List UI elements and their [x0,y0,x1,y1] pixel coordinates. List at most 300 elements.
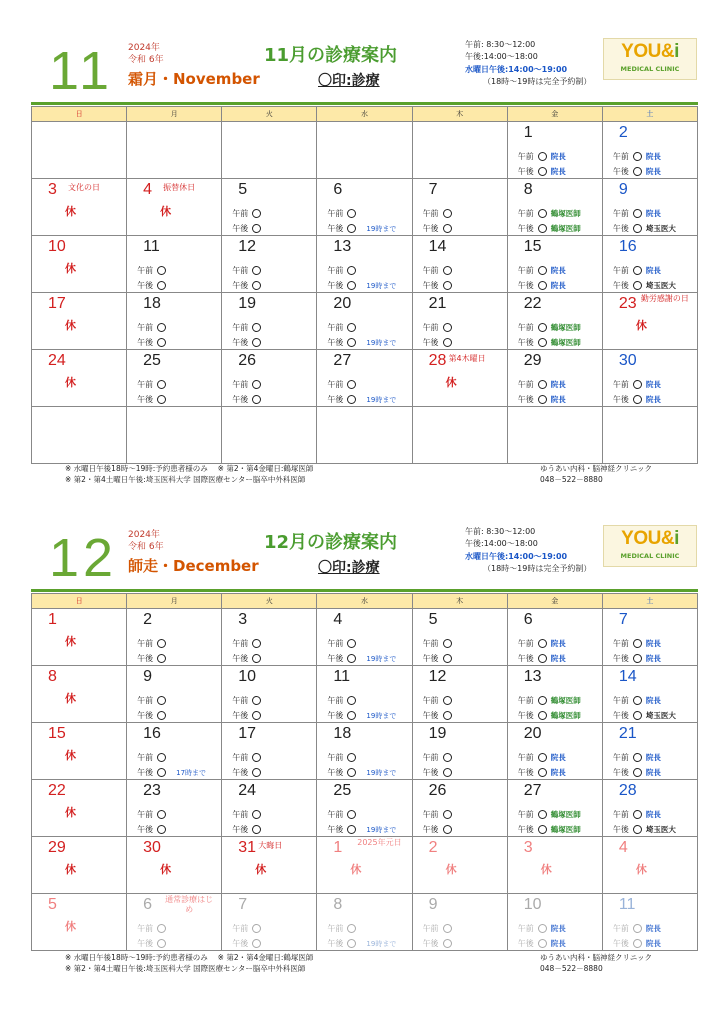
open-circle-icon [157,768,166,777]
session-label: 午前 [422,209,439,218]
doctor-name: 鶴塚医師 [550,338,581,347]
open-circle-icon [633,711,642,720]
doctor-name: 埼玉医大 [645,711,676,720]
morning-session [518,923,566,934]
morning-session [232,208,265,219]
calendar-day [507,723,602,780]
calendar-day [412,666,507,723]
open-circle-icon [443,266,452,275]
holiday-note: 文化の日 [68,183,100,192]
calendar-week [32,780,698,837]
clinic-hours [465,39,591,89]
hours-note: （18時～19時は完全予約制） [483,564,592,574]
clinic-logo [603,38,697,80]
calendar-day [32,780,127,837]
open-circle-icon [347,654,356,663]
weekday-header: 火 [222,107,317,122]
page-title: 11月の診療案内 [264,45,398,66]
calendar-day [412,293,507,350]
session-label: 午後 [327,768,344,777]
open-circle-icon [347,753,356,762]
open-circle-icon [538,395,547,404]
doctor-name: 院長 [550,924,566,933]
extended-hours-note: 19時まで [366,655,397,663]
day-number: 5 [428,611,438,628]
open-circle-icon [443,810,452,819]
open-circle-icon [347,395,356,404]
reiwa-label: 令和 6年 [128,542,164,552]
afternoon-session [518,767,566,778]
open-circle-icon [157,266,166,275]
morning-session [137,923,170,934]
open-circle-icon [252,768,261,777]
extended-hours-note: 19時まで [366,940,397,948]
afternoon-session [137,337,170,348]
morning-session [327,695,360,706]
afternoon-session [613,223,676,234]
open-circle-icon [538,167,547,176]
morning-session [232,322,265,333]
doctor-name: 院長 [645,152,661,161]
calendar-day [317,666,412,723]
open-circle-icon [633,810,642,819]
open-circle-icon [252,380,261,389]
doctor-name: 鶴塚医師 [550,810,581,819]
afternoon-session [327,280,396,291]
open-circle-icon [538,825,547,834]
calendar-day [317,407,412,464]
afternoon-session [327,710,396,721]
closed-label: 休 [65,262,76,275]
open-circle-icon [252,266,261,275]
footer-note-2: ※ 第2・第4土曜日午後:埼玉医科大学 国際医療センター脳卒中外科医師 [65,964,306,973]
session-label: 午後 [327,654,344,663]
footer-note-1: ※ 水曜日午後18時～19時:予約患者様のみ ※ 第2・第4金曜日:鶴塚医師 [65,953,314,962]
open-circle-icon [538,753,547,762]
morning-session [232,752,265,763]
calendar-day [317,236,412,293]
session-label: 午前 [612,209,629,218]
closed-label: 休 [65,749,76,762]
extended-hours-note: 19時まで [366,826,397,834]
clinic-logo [603,525,697,567]
open-circle-icon [252,711,261,720]
extended-hours-note: 19時まで [366,225,397,233]
calendar-day [507,293,602,350]
session-label: 午前 [232,639,249,648]
weekday-header: 火 [222,594,317,609]
open-circle-icon [538,338,547,347]
calendar-day [317,350,412,407]
open-circle-icon [443,768,452,777]
day-number: 23 [143,782,161,799]
calendar-day [507,609,602,666]
session-label: 午前 [232,924,249,933]
day-number: 1 [523,124,533,141]
calendar-day [222,837,317,894]
morning-session [518,322,581,333]
session-label: 午前 [612,639,629,648]
doctor-name: 院長 [645,395,661,404]
session-label: 午前 [422,323,439,332]
extended-hours-note: 19時まで [366,339,397,347]
open-circle-icon [538,224,547,233]
day-number: 25 [143,352,161,369]
calendar-day [412,236,507,293]
calendar-day [507,894,602,951]
session-label: 午前 [517,753,534,762]
session-label: 午後 [327,395,344,404]
hours-pm: 午後:14:00～18:00 [465,52,538,62]
calendar-day [127,723,222,780]
calendar-day [507,837,602,894]
open-circle-icon [633,266,642,275]
session-label: 午前 [137,380,154,389]
holiday-note: 勤労感謝の日 [640,294,689,303]
open-circle-icon [443,281,452,290]
hours-wed: 水曜日午後:14:00～19:00 [465,64,568,74]
open-circle-icon [633,224,642,233]
day-number: 22 [523,295,542,312]
calendar-day [32,723,127,780]
session-label: 午後 [517,395,534,404]
session-label: 午後 [422,224,439,233]
weekday-header: 水 [317,107,412,122]
open-circle-icon [157,711,166,720]
weekday-header: 木 [412,107,507,122]
session-label: 午後 [327,711,344,720]
open-circle-icon [538,768,547,777]
day-number: 10 [523,896,542,913]
calendar-day [127,780,222,837]
doctor-name: 院長 [645,167,661,176]
month-name: 霜月・November [128,70,260,88]
day-number: 26 [428,782,447,799]
footer-note-2: ※ 第2・第4土曜日午後:埼玉医科大学 国際医療センター脳卒中外科医師 [65,475,306,484]
morning-session [423,208,456,219]
doctor-name: 院長 [645,939,661,948]
open-circle-icon [347,323,356,332]
open-circle-icon [157,380,166,389]
afternoon-session [137,824,170,835]
session-label: 午後 [232,654,249,663]
clinic-hours [465,526,591,576]
calendar-day [127,666,222,723]
open-circle-icon [347,711,356,720]
calendar-day [127,407,222,464]
open-circle-icon [252,323,261,332]
session-label: 午後 [517,768,534,777]
calendar-day [222,609,317,666]
day-number: 5 [48,896,57,913]
open-circle-icon [633,696,642,705]
closed-label: 休 [445,376,457,389]
hours-am: 午前: 8:30～12:00 [465,40,536,49]
session-label: 午前 [327,209,344,218]
morning-session [613,695,661,706]
calendar-week [32,179,698,236]
day-number: 9 [428,896,438,913]
day-number: 6 [523,611,533,628]
calendar-day [507,407,602,464]
open-circle-icon [157,939,166,948]
session-label: 午後 [327,338,344,347]
session-label: 午後 [327,224,344,233]
open-circle-icon [538,810,547,819]
day-number: 11 [618,896,636,913]
calendar-day [602,780,697,837]
doctor-name: 院長 [550,167,566,176]
session-label: 午前 [232,753,249,762]
weekday-header: 金 [507,594,602,609]
morning-session [327,638,360,649]
session-label: 午後 [612,224,629,233]
session-label: 午前 [517,696,534,705]
calendar-day [602,350,697,407]
calendar-day [222,236,317,293]
open-circle-icon [443,924,452,933]
session-label: 午前 [327,323,344,332]
day-number: 7 [618,611,628,628]
session-label: 午前 [612,753,629,762]
session-label: 午後 [422,654,439,663]
doctor-name: 埼玉医大 [645,281,676,290]
calendar-day [32,236,127,293]
afternoon-session [518,394,566,405]
extended-hours-note: 19時まで [366,282,397,290]
morning-session [613,638,661,649]
afternoon-session [613,280,676,291]
session-label: 午後 [422,711,439,720]
open-circle-icon [347,209,356,218]
session-label: 午前 [327,810,344,819]
open-circle-icon [633,939,642,948]
month-name: 師走・December [128,557,259,575]
morning-session [518,208,581,219]
session-label: 午前 [137,924,154,933]
session-label: 午前 [327,266,344,275]
calendar-day [602,837,697,894]
session-label: 午前 [327,696,344,705]
calendar-day [412,122,507,179]
calendar-day [507,666,602,723]
calendar-day [507,122,602,179]
open-circle-icon [633,152,642,161]
morning-session [327,208,360,219]
session-label: 午前 [327,380,344,389]
doctor-name: 院長 [645,768,661,777]
open-circle-icon [538,711,547,720]
session-label: 午前 [137,323,154,332]
doctor-name: 院長 [550,380,566,389]
open-circle-icon [633,639,642,648]
morning-session [327,322,360,333]
session-label: 午後 [137,825,154,834]
session-label: 午後 [612,654,629,663]
calendar-grid [31,106,698,464]
morning-session [327,923,360,934]
day-number: 22 [48,782,66,799]
afternoon-session [327,938,396,949]
morning-session [423,265,456,276]
extended-hours-note: 17時まで [176,769,207,777]
morning-session [137,322,170,333]
afternoon-session [232,767,265,778]
extended-hours-note: 19時まで [366,769,397,777]
calendar-day [222,894,317,951]
session-label: 午前 [517,810,534,819]
day-number: 24 [48,352,66,369]
header-rule [31,102,698,105]
open-circle-icon [633,380,642,389]
calendar-day [317,723,412,780]
morning-session [327,265,360,276]
day-number: 8 [523,181,533,198]
session-label: 午前 [612,696,629,705]
open-circle-icon [157,810,166,819]
open-circle-icon [633,281,642,290]
calendar-week [32,122,698,179]
calendar-day [127,293,222,350]
afternoon-session [613,710,676,721]
session-label: 午後 [422,281,439,290]
open-circle-icon [347,639,356,648]
afternoon-session [327,337,396,348]
calendar-day [602,407,697,464]
open-circle-icon [252,654,261,663]
afternoon-session [137,710,170,721]
day-number: 7 [238,896,248,913]
morning-session [232,695,265,706]
open-circle-icon [347,338,356,347]
afternoon-session [518,223,581,234]
open-circle-icon [443,711,452,720]
calendar-day [317,894,412,951]
day-number: 21 [618,725,637,742]
open-circle-icon [538,380,547,389]
doctor-name: 院長 [550,266,566,275]
open-circle-icon [252,639,261,648]
open-circle-icon [443,939,452,948]
footer-phone: 048－522－8880 [540,964,603,973]
session-label: 午前 [422,696,439,705]
session-label: 午後 [612,768,629,777]
day-number: 7 [428,181,438,198]
calendar-day [412,350,507,407]
afternoon-session [423,824,456,835]
afternoon-session [137,280,170,291]
closed-label: 休 [65,863,76,876]
afternoon-session [232,394,265,405]
day-number: 23 [618,295,637,312]
open-circle-icon [252,209,261,218]
morning-session [137,265,170,276]
day-number: 14 [428,238,447,255]
open-circle-icon [252,825,261,834]
weekday-header: 土 [602,594,697,609]
logo-subtitle: MEDICAL CLINIC [620,552,680,560]
afternoon-session [518,710,581,721]
afternoon-session [518,938,566,949]
afternoon-session [137,938,170,949]
closed-label: 休 [635,319,647,332]
open-circle-icon [347,924,356,933]
calendar-day [127,122,222,179]
calendar-day [602,666,697,723]
closed-label: 休 [350,863,362,876]
day-number: 14 [618,668,637,685]
open-circle-icon [347,696,356,705]
morning-session [327,809,360,820]
month-section-november [31,30,698,404]
session-label: 午前 [517,152,534,161]
session-label: 午後 [137,768,154,777]
afternoon-session [232,938,265,949]
morning-session [613,151,661,162]
calendar-day [602,293,697,350]
open-circle-icon [443,753,452,762]
calendar-day [127,179,222,236]
day-number: 4 [143,181,153,198]
session-label: 午後 [327,939,344,948]
day-number: 16 [143,725,161,742]
hours-pm: 午後:14:00～18:00 [465,539,538,549]
day-number: 26 [238,352,257,369]
session-label: 午後 [232,768,249,777]
morning-session [518,809,581,820]
morning-session [423,322,456,333]
hours-wed: 水曜日午後:14:00～19:00 [465,551,568,561]
morning-session [232,923,265,934]
session-label: 午後 [422,939,439,948]
closed-label: 休 [255,863,267,876]
calendar-week [32,350,698,407]
weekday-header: 水 [317,594,412,609]
calendar-day [32,837,127,894]
legend: 〇印:診療 [318,560,380,576]
afternoon-session [518,824,581,835]
afternoon-session [137,767,206,778]
day-number: 17 [48,295,66,312]
open-circle-icon [538,939,547,948]
day-number: 8 [48,668,57,685]
open-circle-icon [157,825,166,834]
morning-session [232,809,265,820]
calendar-week [32,236,698,293]
day-number: 18 [143,295,161,312]
extended-hours-note: 19時まで [366,712,397,720]
afternoon-session [613,938,661,949]
calendar-day [507,236,602,293]
page-title: 12月の診療案内 [264,532,398,553]
day-number: 3 [238,611,248,628]
day-number: 10 [238,668,257,685]
reiwa-label: 令和 6年 [128,55,164,65]
afternoon-session [423,280,456,291]
afternoon-session [613,394,661,405]
session-label: 午前 [517,209,534,218]
afternoon-session [327,223,396,234]
open-circle-icon [347,380,356,389]
weekday-header-row [32,107,698,122]
morning-session [137,379,170,390]
session-label: 午前 [137,810,154,819]
session-label: 午前 [422,266,439,275]
morning-session [613,752,661,763]
session-label: 午前 [327,924,344,933]
day-number: 11 [143,238,160,255]
morning-session [613,208,661,219]
